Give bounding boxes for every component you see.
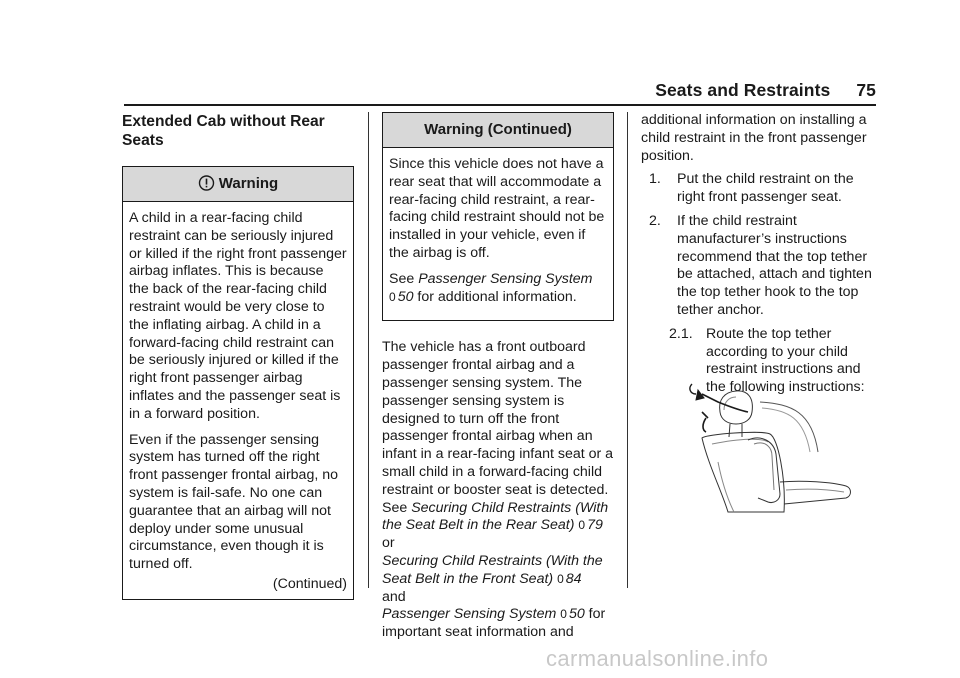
warning-box: [122, 166, 354, 600]
warning-icon: [198, 175, 215, 191]
column-2: [382, 112, 614, 642]
step-2: [641, 213, 879, 320]
page-ref-icon: 0: [560, 607, 567, 622]
warning-continued-box: [382, 112, 614, 321]
page-ref[interactable]: 79: [587, 517, 603, 534]
substep-number: 2.1.: [669, 325, 693, 342]
substep-text: Route the top tether according to your child restraint instructions and the following instructions:: [706, 325, 865, 396]
step-text: If the child restraint manufacturer’s instructions recommend that the top tether be attached, attach and tighten the top tether hook to the top tether anchor.: [677, 212, 872, 318]
warning-continued-header: Warning (Continued): [383, 113, 613, 148]
step-text: Put the child restraint on the right front passenger seat.: [677, 171, 854, 206]
step-number: 1.: [649, 171, 661, 188]
column-divider: [368, 112, 369, 588]
page-ref[interactable]: 84: [565, 570, 582, 587]
warning-paragraph: Even if the passenger sensing system has turned off the right front passenger frontal airbag, no system is fail-safe. No one can guarantee that an airbag will not deploy under some unusual circumstance, even though it is turned off.: [129, 431, 339, 573]
subsection-title: Extended Cab without Rear Seats: [122, 113, 325, 149]
page-ref-icon: 0: [557, 571, 564, 586]
column-1: [122, 112, 354, 600]
page-ref[interactable]: 50: [568, 606, 585, 623]
page-header: [655, 82, 876, 100]
continued-label: (Continued): [272, 575, 347, 592]
warning-heading: Warning: [218, 175, 279, 192]
warning-header: [123, 167, 353, 202]
page-number: 75: [856, 80, 876, 100]
step-1: [641, 171, 879, 207]
reference-link[interactable]: Securing Child Restraints (With the Seat Belt in the Front Seat): [382, 552, 603, 587]
reference-link[interactable]: Passenger Sensing System: [382, 606, 557, 623]
watermark: carmanualsonline.info: [546, 646, 769, 671]
column-divider: [627, 112, 628, 588]
page-ref-icon: 0: [389, 289, 396, 304]
header-rule: [124, 104, 876, 106]
reference-link[interactable]: Passenger Sensing System: [418, 270, 593, 287]
seat-tether-illustration: [662, 382, 882, 517]
warning-paragraph: A child in a rear-facing child restraint can be seriously injured or killed if the right front passenger airbag inflates. This is because the back of the rear-facing child restraint would be very close to the inflating airbag. A child in a forward-facing child restraint can be seriously injured or killed if the right front passenger airbag inflates and the passenger seat is in a forward position.: [129, 210, 347, 422]
page-ref-icon: 0: [578, 518, 586, 533]
page-ref[interactable]: 50: [397, 288, 414, 305]
body-paragraph: The vehicle has a front outboard passenger frontal airbag and a passenger sensing system. The passenger sensing system is designed to turn off the front passenger frontal airbag when an infant in a rear-facing infant seat or a small child in a forward-facing child restraint or booster seat is detected. See Securing Child Restraints (With the Seat Belt in the Rear Seat) 0 79 or Securing Child Restraints (With the Seat Belt in the Front Seat) 0 84 and Passenger Sensing System 0 50 for important seat information and: [382, 339, 614, 641]
intro-paragraph: additional information on installing a child restraint in the front passenger position.: [641, 112, 867, 164]
section-title: Seats and Restraints: [655, 80, 831, 100]
step-number: 2.: [649, 212, 661, 229]
warning-paragraph: Since this vehicle does not have a rear seat that will accommodate a rear-facing child restraint, a rear-facing child restraint should not be installed in your vehicle, even if the airbag is off.: [389, 156, 605, 261]
reference-link[interactable]: Securing Child Restraints (With the Seat Belt in the Rear Seat): [382, 499, 609, 534]
column-3: [641, 112, 879, 397]
warning-see-reference: See Passenger Sensing System 0 50 for additional information.: [389, 270, 593, 305]
